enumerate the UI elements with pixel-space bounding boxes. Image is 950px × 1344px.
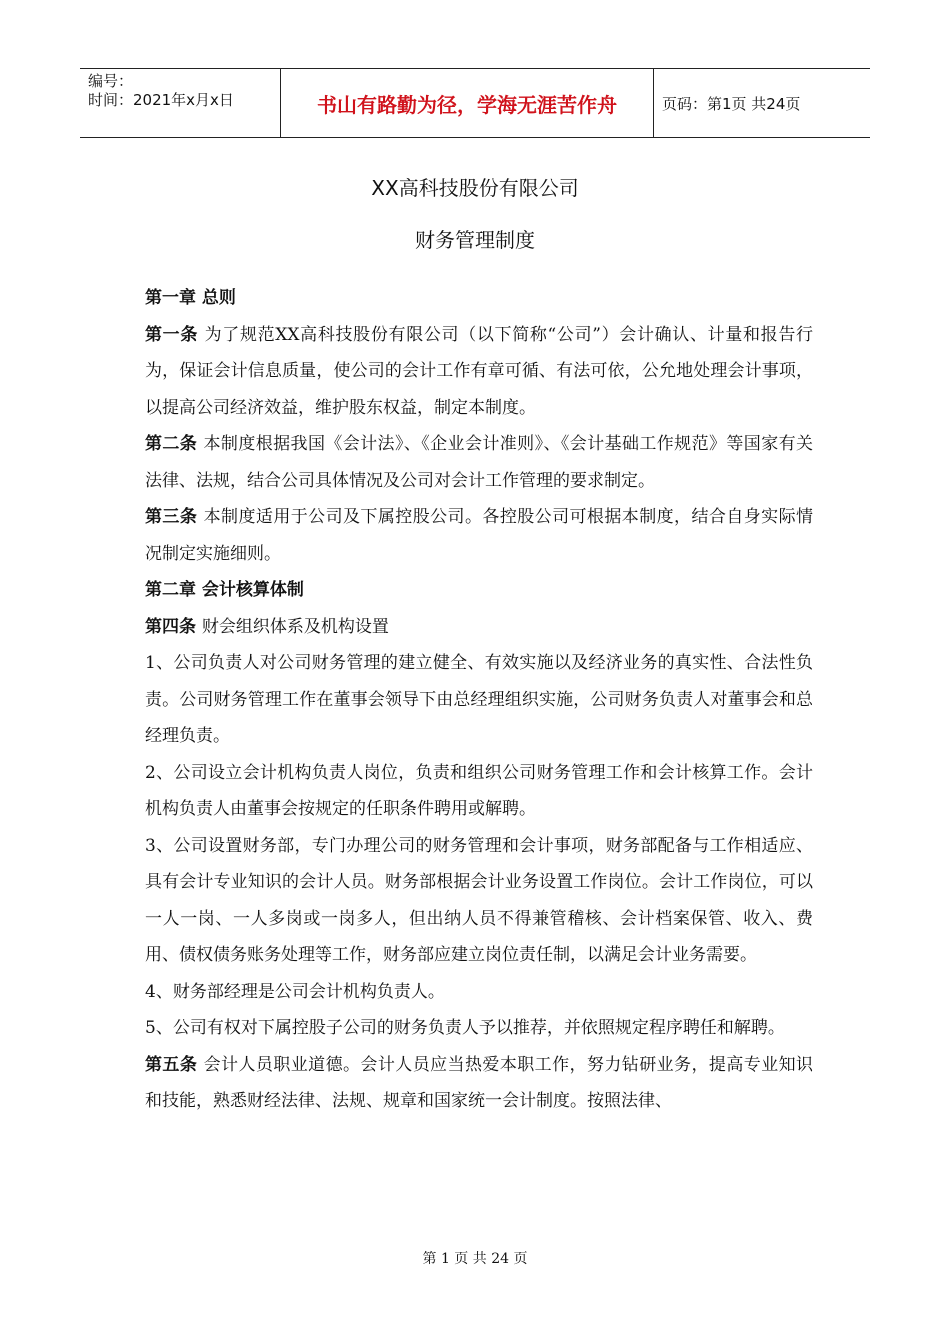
paragraph-heading: 第五条 bbox=[145, 1054, 204, 1075]
paragraph-heading: 第四条 bbox=[145, 616, 202, 637]
page-header bbox=[80, 68, 870, 138]
paragraph-heading: 第二条 bbox=[145, 434, 204, 454]
paragraph-heading: 第三条 bbox=[145, 507, 204, 527]
paragraph-text: 5、公司有权对下属控股子公司的财务负责人予以推荐，并依照规定程序聘任和解聘。 bbox=[145, 1018, 785, 1038]
paragraph bbox=[145, 974, 813, 1011]
paragraph bbox=[145, 280, 813, 317]
paragraph-text: 本制度适用于公司及下属控股公司。各控股公司可根据本制度，结合自身实际情况制定实施细则。 bbox=[145, 507, 814, 564]
paragraph-text: 2、公司设立会计机构负责人岗位，负责和组织公司财务管理工作和会计核算工作。会计机构负责人由董事会按规定的任职条件聘用或解聘。 bbox=[145, 762, 813, 819]
page-footer: 第 1 页 共 24 页 bbox=[422, 1251, 528, 1267]
paragraph-text: 会计人员职业道德。会计人员应当热爱本职工作，努力钻研业务，提高专业知识和技能，熟悉财经法律、法规、规章和国家统一会计制度。按照法律、 bbox=[145, 1054, 814, 1111]
paragraph bbox=[145, 426, 813, 499]
paragraph-heading: 第一章 总则 bbox=[145, 288, 236, 308]
document-time: 时间：2021年x月x日 bbox=[88, 91, 234, 109]
header-motto: 书山有路勤为径，学海无涯苦作舟 bbox=[280, 69, 654, 137]
document-title: 财务管理制度 bbox=[415, 228, 535, 252]
paragraph bbox=[145, 499, 813, 572]
paragraph bbox=[145, 1010, 813, 1047]
paragraph-heading: 第二章 会计核算体制 bbox=[145, 580, 304, 600]
paragraph bbox=[145, 1047, 813, 1120]
paragraph bbox=[145, 317, 813, 427]
paragraph-text: 为了规范XX高科技股份有限公司（以下简称“公司”）会计确认、计量和报告行为，保证会计信息质量，使公司的会计工作有章可循、有法可依，公允地处理会计事项，以提高公司经济效益，维护股东权益，制定本制度。 bbox=[145, 324, 813, 418]
header-page-info: 页码：第1页 共24页 bbox=[662, 94, 801, 113]
paragraph-heading: 第一条 bbox=[145, 324, 205, 345]
paragraph-text: 1、公司负责人对公司财务管理的建立健全、有效实施以及经济业务的真实性、合法性负责。公司财务管理工作在董事会领导下由总经理组织实施，公司财务负责人对董事会和总经理负责。 bbox=[145, 653, 813, 746]
paragraph-text: 财会组织体系及机构设置 bbox=[201, 616, 389, 637]
paragraph bbox=[145, 572, 813, 609]
paragraph-text: 3、公司设置财务部，专门办理公司的财务管理和会计事项，财务部配备与工作相适应、具有会计专业知识的会计人员。财务部根据会计业务设置工作岗位。会计工作岗位，可以一人一岗、一人多岗或一岗多人，但出纳人员不得兼管稽核、会计档案保管、收入、费用、债权债务账务处理等工作，财务部应建立岗位责任制，以满足会计业务需要。 bbox=[145, 835, 813, 965]
paragraph-text: 本制度根据我国《会计法》、《企业会计准则》、《会计基础工作规范》等国家有关法律、法规，结合公司具体情况及公司对会计工作管理的要求制定。 bbox=[145, 434, 813, 491]
paragraph bbox=[145, 609, 813, 646]
paragraph bbox=[145, 828, 813, 974]
document-body bbox=[145, 280, 813, 1120]
paragraph bbox=[145, 755, 813, 828]
company-name: XX高科技股份有限公司 bbox=[371, 176, 579, 200]
header-meta bbox=[80, 69, 280, 137]
document-number-label: 编号： bbox=[88, 72, 134, 90]
paragraph bbox=[145, 645, 813, 755]
paragraph-text: 4、财务部经理是公司会计机构负责人。 bbox=[145, 981, 445, 1002]
